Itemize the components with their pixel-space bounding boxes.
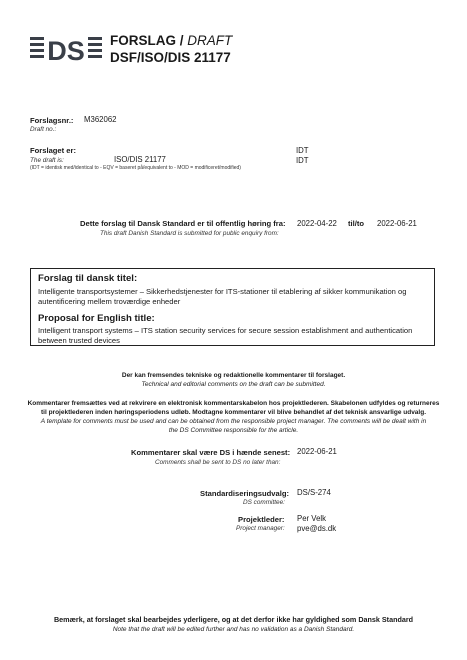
title-box <box>30 268 435 346</box>
committee-value: DS/S-274 <box>297 488 331 497</box>
title-draft: DRAFT <box>187 33 233 48</box>
en-title-line1: Intelligent transport systems – ITS station security services for secure session establishment and authentication <box>38 326 413 335</box>
draft-is-label: Forslaget er: <box>30 146 76 155</box>
draft-no-sub: Draft no.: <box>30 126 57 133</box>
comments-p1-en: Technical and editorial comments on the draft can be submitted. <box>141 381 326 388</box>
draft-is-idt2: IDT <box>296 156 309 165</box>
draft-is-sub: The draft is: <box>30 157 64 164</box>
deadline-label: Kommentarer skal være DS i hænde senest: <box>131 448 291 457</box>
footer-en: Note that the draft will be edited further and has no validation as a Danish Standard. <box>112 626 355 633</box>
hearing-from: 2022-04-22 <box>297 219 337 228</box>
committee-label: Standardiseringsudvalg: <box>200 489 290 498</box>
ds-logo <box>30 34 102 64</box>
manager-email[interactable]: pve@ds.dk <box>297 524 337 533</box>
manager-label: Projektleder: <box>238 515 285 524</box>
comments-p2-en-2: the DS Committee responsible for the article. <box>168 427 299 434</box>
dk-title-heading: Forslag til dansk titel: <box>38 273 138 284</box>
draft-no-label: Forslagsnr.: <box>30 116 74 125</box>
manager-name: Per Velk <box>297 514 327 523</box>
deadline-value: 2022-06-21 <box>297 447 337 456</box>
logo-text: DS <box>47 36 85 64</box>
title-line1 <box>110 33 232 48</box>
manager-sub: Project manager: <box>236 525 285 532</box>
draft-is-value: ISO/DIS 21177 <box>114 155 166 164</box>
deadline-sub: Comments shall be sent to DS no later than: <box>155 459 281 466</box>
comments-p2-en-1: A template for comments must be used and can be obtained from the responsible project manager. The comments will be dealt with in <box>40 418 427 425</box>
hearing-to: 2022-06-21 <box>377 219 417 228</box>
dk-title-line1: Intelligente transportsystemer – Sikkerhedstjenester for ITS-stationer til etablering af sikker kommunikation og <box>38 287 407 296</box>
footer-dk: Bemærk, at forslaget skal bearbejdes yderligere, og at det derfor ikke har gyldighed som Dansk Standard <box>53 615 414 624</box>
en-title-line2: between trusted devices <box>38 336 120 345</box>
idt-note: (IDT = identisk med/identical to - EQV = baseret på/equivalent to - MOD = modificeret/modified) <box>30 165 241 171</box>
title-prefix: FORSLAG / <box>110 33 188 48</box>
draft-is-idt1: IDT <box>296 146 309 155</box>
dk-title-line2: autentificering mellem troværdige enheder <box>38 297 181 306</box>
standard-number: DSF/ISO/DIS 21177 <box>110 50 231 65</box>
en-title-heading: Proposal for English title: <box>38 313 155 324</box>
comments-p2-dk-1: Kommentarer fremsættes ved at rekvirere en elektronisk kommentarskabelon hos projektlederen. Skabelonen udfyldes og returneres <box>27 400 440 407</box>
comments-p1-dk: Der kan fremsendes tekniske og redaktionelle kommentarer til forslaget. <box>121 372 346 379</box>
hearing-sub: This draft Danish Standard is submitted for public enquiry from: <box>100 230 279 237</box>
comments-p2-dk-2: til projektlederen inden høringsperiodens udløb. Modtagne kommentarer vil blive behandlet af det teknisk ansvarlige udvalg. <box>40 409 427 416</box>
draft-no-value: M362062 <box>84 115 117 124</box>
hearing-to-label: til/to <box>348 219 365 228</box>
committee-sub: DS committee: <box>243 499 285 506</box>
hearing-label: Dette forslag til Dansk Standard er til offentlig høring fra: <box>80 219 286 228</box>
